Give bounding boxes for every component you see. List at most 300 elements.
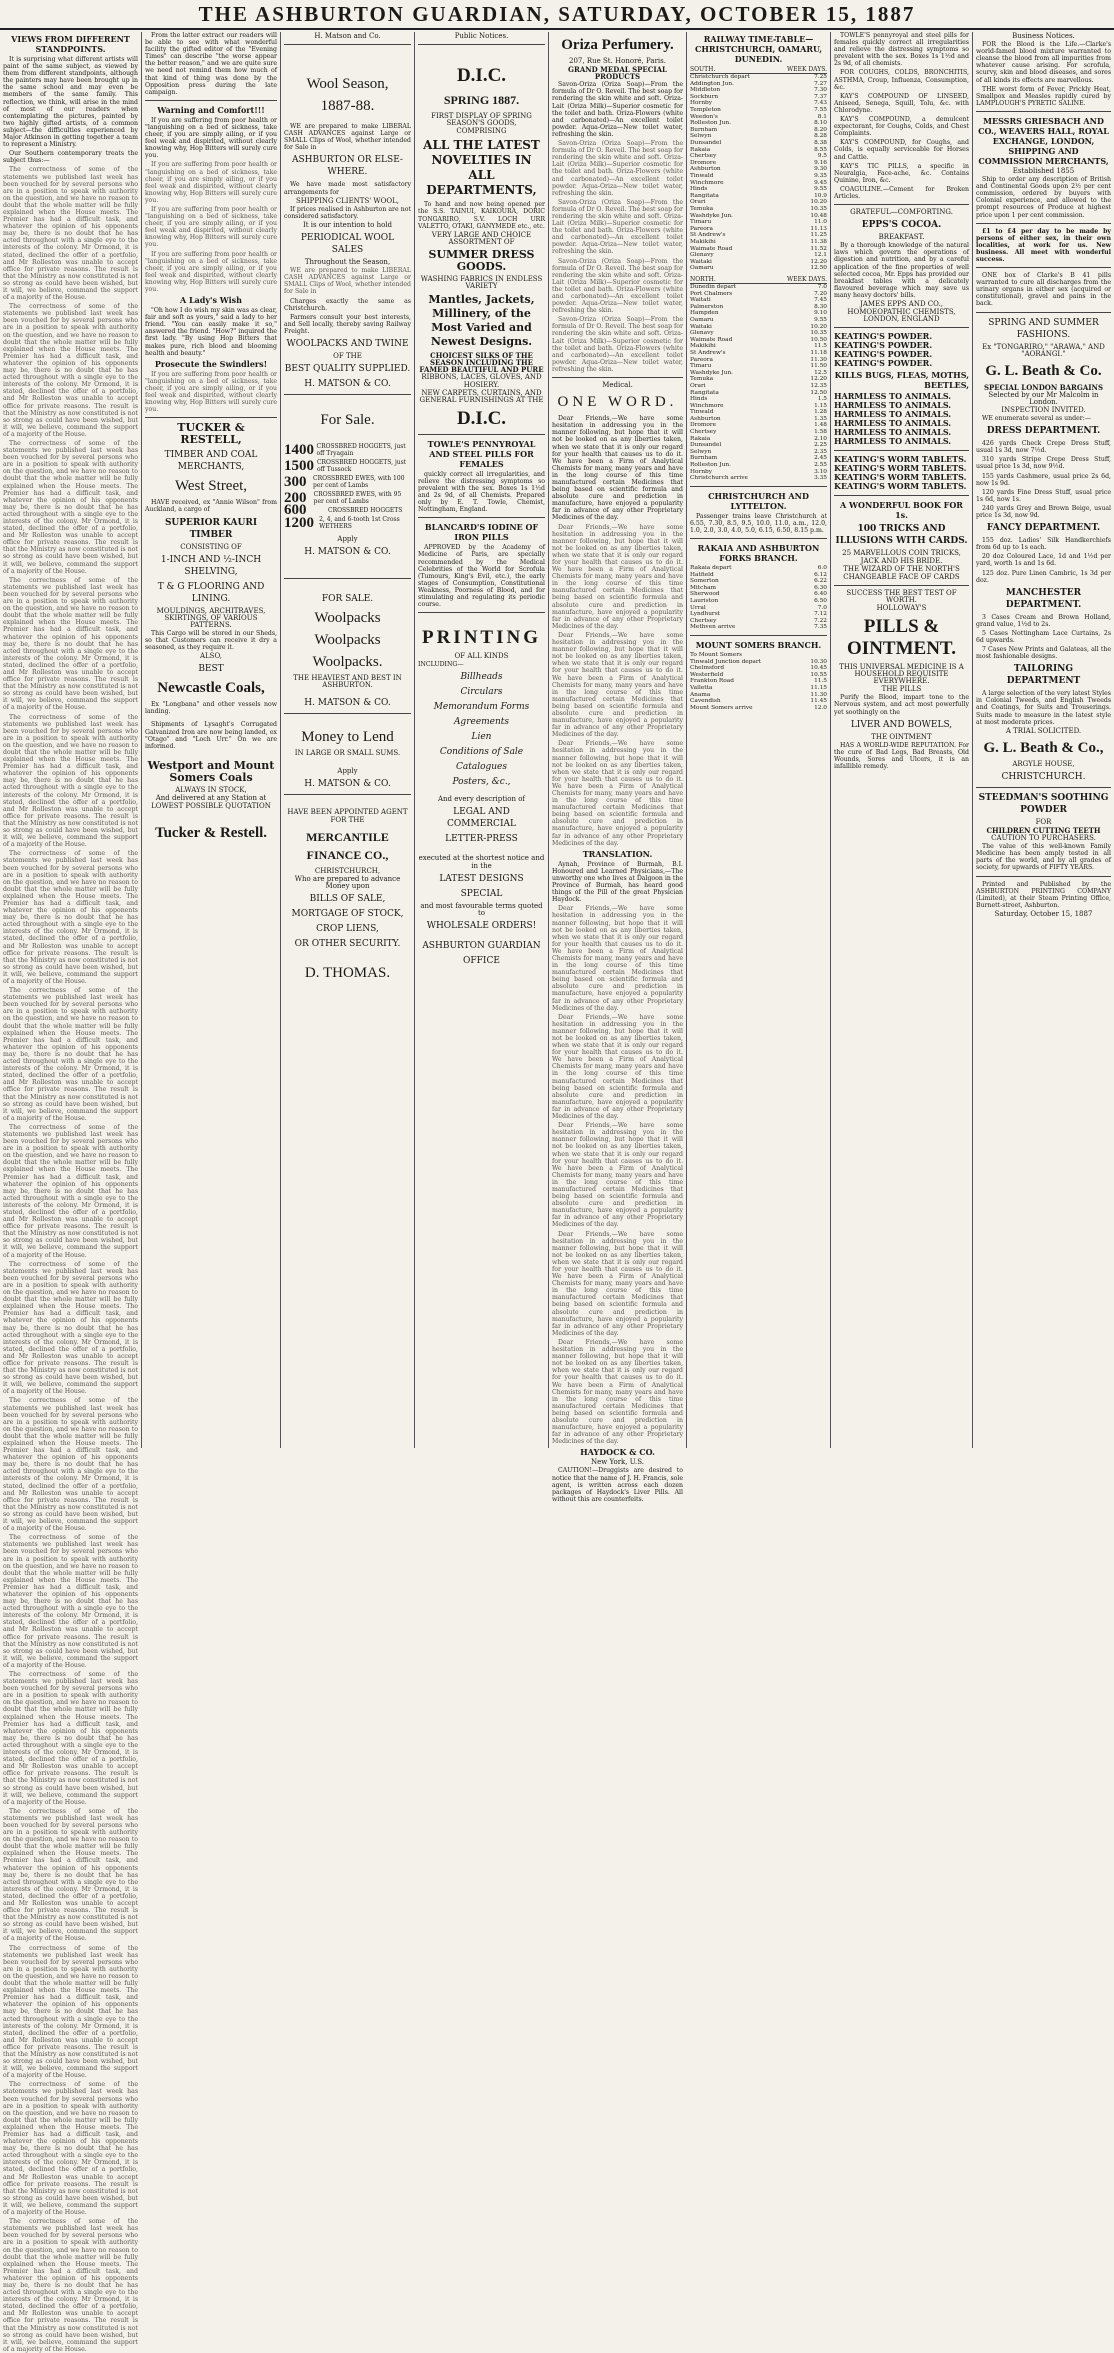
ad-line: COMPRISING: [456, 127, 507, 136]
ad-text: CAUTION!—Druggists are desired to notice that the name of J. H. Francis, sole agent, is written across each dozen packages of Haydock's Liver Pills. All without this are counterfeits.: [552, 1467, 683, 1503]
station-name: Hornby: [690, 100, 713, 107]
station-name: Temuka: [690, 205, 714, 212]
sale-quantity: 600: [284, 502, 307, 519]
train-time: 7.37: [814, 93, 827, 100]
station-name: Rakaia: [690, 435, 711, 442]
divider: [976, 787, 1111, 788]
station-name: Lauriston: [690, 598, 719, 605]
ad-line: FOR THE: [330, 815, 365, 824]
station-name: Christchurch arrive: [690, 475, 748, 482]
ad-text: If you are suffering from poor health or "languishing on a bed of sickness, take cheer, if you are simply ailing, or if you feel weak and dispirited, without clearly knowing why, Hop Bitters will surely cure you.: [145, 161, 277, 204]
keating-list: [834, 332, 969, 368]
ad-title: PILLS & OINTMENT.: [847, 615, 956, 659]
station-name: Chertsey: [690, 617, 717, 624]
ad-text: APPROVED by the Academy of Medicine of Paris, are specially recommended by the Medical Celebrities of the World for Scrofula (Tumours, King's Evil, etc.), the early stages of Consumption, Constitutional Weakness, Poorness of Blood, and for stimulating and regulating its periodic course.: [418, 544, 545, 609]
train-time: 7.43: [814, 100, 827, 107]
worm-tablet-line: KEATING'S WORM TABLETS.: [834, 472, 967, 483]
ad-line: 207, Rue St. Honoré, Paris.: [569, 57, 666, 65]
ad-line: SPECIAL LONDON BARGAINS: [983, 382, 1103, 392]
ad-text: The value of this well-known Family Medicine has been amply tested in all parts of the world, and by all grades of society, for upwards of FIFTY YEARS.: [976, 843, 1111, 872]
train-time: 10.35: [810, 330, 827, 337]
station-name: Anama: [690, 691, 711, 698]
train-time: 2.45: [814, 455, 827, 462]
column-1: [0, 32, 141, 2353]
train-time: 6.50: [814, 598, 827, 605]
timetable-row: [690, 624, 827, 631]
article-paragraph: The correctness of some of the statements we published last week has been vouched for by several persons who are in a position to speak with authority on the question, and we have no reason to doubt that the whole matter will be fully explained when the House meets. The Premier has had a difficult task, and whatever the opinion of his opponents may be, there is no doubt that he has acted throughout with a single eye to the interests of the colony. Mr Ormond, it is stated, declined the offer of a portfolio, and Mr Rolleston was unable to accept office for private reasons. The result is that the Ministry as now constituted is not so strong as could have been wished, but it will, we believe, command the support of a majority of the House.: [3, 987, 138, 1122]
divider: [834, 495, 969, 496]
ad-line: A TRIAL SOLICITED.: [1005, 726, 1082, 735]
timetable-heading: CHRISTCHURCH AND LYTTELTON.: [708, 490, 809, 511]
train-time: 7.12: [814, 611, 827, 618]
ad-text: To hand and now being opened per the S.S. TAINUI, KAIKOURA, DORIC TONGARIRO, S.V. LOCH URR VALETTO, OTAKI, GANYMEDE etc., etc.: [418, 201, 545, 230]
station-name: Glenavy: [690, 252, 714, 259]
station-name: Selwyn: [690, 448, 712, 455]
sale-row: [284, 459, 411, 473]
print-item: Billheads: [460, 672, 503, 683]
station-name: Timaru: [690, 363, 712, 370]
keating-line: KEATING'S POWDER.: [834, 340, 933, 351]
dress-item: 426 yards Check Crepe Dress Stuff, usual 1s 3d, now 7½d.: [976, 440, 1111, 455]
station-name: Middleton: [690, 87, 721, 94]
timetable-row: [690, 383, 827, 390]
ad-text: KAY'S COMPOUND, a demulcent expectorant, for Coughs, Colds, and Chest Complaints.: [834, 116, 969, 138]
train-time: 10.35: [810, 205, 827, 212]
ad-text: Aynah, Province of Burmah, B.I. Honoured and Learned Physicians,—The unworthy one who lives at Dalgoon in the Province of Burmah, has heard good things of the Pill of the great Physician Haydock.: [552, 860, 683, 904]
station-name: Methven arrive: [690, 624, 736, 631]
direction-label: SOUTH.: [690, 66, 716, 73]
station-name: Urral: [690, 604, 706, 611]
station-name: Hinds: [690, 186, 708, 193]
ad-heading: BLANCARD'S IODINE OF IRON PILLS: [424, 522, 539, 543]
station-name: Dunsandel: [690, 442, 722, 449]
ad-text: If you are suffering from poor health or "languishing on a bed of sickness, take cheer, if you are simply ailing, or if you feel weak and dispirited, without clearly knowing why, Hop Bitters will surely cure you.: [145, 205, 277, 249]
ad-line: 100 TRICKS AND ILLUSIONS WITH CARDS.: [835, 524, 968, 547]
timetable-row: [690, 605, 827, 612]
ad-text: Shipments of Lysaght's Corrugated Galvanized Iron are now being landed, ex "Otago" and "Loch Urr." On we are informed.: [145, 721, 277, 750]
signature: D. THOMAS.: [304, 965, 391, 982]
keating-line: KEATING'S POWDER.: [834, 349, 933, 360]
station-name: Dunsandel: [690, 140, 722, 147]
station-name: Sockburn: [690, 93, 719, 100]
ad-line: EPPS'S COCOA.: [861, 220, 942, 231]
timetable-row: [690, 239, 827, 246]
train-time: 7.25: [814, 74, 827, 81]
train-time: 9.16: [814, 159, 827, 166]
ad-text: quickly correct all irregularities, and relieve the distressing symptoms so prevalent with the sex. Boxes 1s 1½d and 2s 9d, of all Chemists. Prepared only by E. T. Towle, Chemist, Nottingham, England.: [418, 470, 545, 514]
ad-heading: HAYDOCK & CO.: [580, 1447, 655, 1458]
ad-line: THE PILLS: [881, 685, 922, 694]
timetable-row: [690, 226, 827, 233]
station-name: Christchurch depart: [690, 74, 750, 81]
train-time: 6.22: [814, 578, 827, 585]
print-item: Lien: [471, 732, 492, 743]
column-7: [831, 32, 972, 1448]
timetable-row: [690, 462, 827, 469]
article-paragraph: The correctness of some of the statements we published last week has been vouched for by several persons who are in a position to speak with authority on the question, and we have no reason to doubt that the whole matter will be fully explained when the House meets. The Premier has had a difficult task, and whatever the opinion of his opponents may be, there is no doubt that he has acted throughout with a single eye to the interests of the colony. Mr Ormond, it is stated, declined the offer of a portfolio, and Mr Rolleston was unable to accept office for private reasons. The result is that the Ministry as now constituted is not so strong as could have been wished, but it will, we believe, command the support of a majority of the House.: [3, 1944, 138, 2080]
timetable-row: [690, 698, 827, 705]
sale-description: CROSSBRED EWES, with 100 per cent of Lambs: [313, 475, 405, 490]
harmless-line: HARMLESS TO ANIMALS.: [834, 400, 952, 411]
timetable-row: [690, 153, 827, 160]
station-name: St Andrew's: [690, 232, 726, 239]
station-name: Chertsey: [690, 153, 717, 160]
article-paragraph: The correctness of some of the statements we published last week has been vouched for by several persons who are in a position to speak with authority on the question, and we have no reason to doubt that the whole matter will be fully explained when the House meets. The Premier has had a difficult task, and whatever the opinion of his opponents may be, there is no doubt that he has acted throughout with a single eye to the interests of the colony. Mr Ormond, it is stated, declined the offer of a portfolio, and Mr Rolleston was unable to accept office for private reasons. The result is that the Ministry as now constituted is not so strong as could have been wished, but it will, we believe, command the support of a majority of the House.: [3, 576, 138, 712]
ad-text: FOR the Blood is the Life.—Clarke's world-famed blood mixture warranted to cleanse the blood from all impurities from whatever cause arising. For scrofula, scurvy, skin and blood diseases, and sores of all kinds its effects are marvellous.: [976, 41, 1111, 84]
column-4: [415, 32, 548, 1448]
article-paragraph: The correctness of some of the statements we published last week has been vouched for by several persons who are in a position to speak with authority on the question, and we have no reason to doubt that the whole matter will be fully explained when the House meets. The Premier has had a difficult task, and whatever the opinion of his opponents may be, there is no doubt that he has acted throughout with a single eye to the interests of the colony. Mr Ormond, it is stated, declined the offer of a portfolio, and Mr Rolleston was unable to accept office for private reasons. The result is that the Ministry as now constituted is not so strong as could have been wished, but it will, we believe, command the support of a majority of the House.: [3, 1260, 138, 1396]
train-time: 12.20: [810, 258, 827, 265]
train-time: 11.13: [810, 225, 827, 232]
ad-line: GRAND MEDAL SPECIAL PRODUCTS: [568, 65, 667, 82]
column-2: [142, 32, 280, 1448]
station-name: Oamaru: [690, 265, 714, 272]
station-name: Waimate Road: [690, 245, 733, 252]
train-time: 1.28: [814, 409, 827, 416]
print-item: Memorandum Forms: [433, 702, 530, 713]
ad-line: JAMES EPPS AND CO.,: [860, 300, 943, 308]
ad-line: HOLLOWAY'S: [876, 603, 927, 612]
train-time: 10.30: [810, 658, 827, 665]
timetable-row: [690, 284, 827, 291]
ad-title: Money to Lend: [301, 729, 394, 746]
ad-line: GRATEFUL—COMFORTING.: [850, 208, 953, 217]
ad-text: Purify the Blood, impart tone to the Nervous system, and act most powerfully yet soothingly on the: [834, 694, 969, 716]
timetable-heading: MOUNT SOMERS BRANCH.: [695, 640, 822, 651]
train-time: 10.48: [810, 212, 827, 219]
article-heading: VIEWS FROM DIFFERENT STANDPOINTS.: [11, 34, 130, 54]
timetable-row: [690, 409, 827, 416]
article-paragraph: The correctness of some of the statements we published last week has been vouched for by several persons who are in a position to speak with authority on the question, and we have no reason to doubt that the whole matter will be fully explained when the House meets. The Premier has had a difficult task, and whatever the opinion of his opponents may be, there is no doubt that he has acted throughout with a single eye to the interests of the colony. Mr Ormond, it is stated, declined the offer of a portfolio, and Mr Rolleston was unable to accept office for private reasons. The result is that the Ministry as now constituted is not so strong as could have been wished, but it will, we believe, command the support of a majority of the House.: [3, 439, 138, 575]
ad-line: New York, U.S.: [590, 1458, 644, 1467]
train-time: 6.0: [817, 565, 827, 572]
sale-description: CROSSBRED HOGGETS, just off Tussock: [316, 459, 407, 474]
timetable-row: [690, 265, 827, 272]
ad-text: KAY'S COMPOUND OF LINSEED, Aniseed, Senega, Squill, Tolu, &c. with Chlorodyne.: [834, 92, 969, 114]
ad-text: We have made most satisfactory arrangements for: [284, 181, 411, 196]
timetable-row: [690, 672, 827, 679]
train-time: 8.1: [817, 113, 827, 120]
sale-row: [284, 516, 411, 530]
station-name: Hampden: [690, 310, 719, 317]
ad-title: Oriza Perfumery.: [561, 37, 674, 53]
timetable-mount: [690, 652, 827, 711]
train-time: 11.30: [810, 356, 827, 363]
timetable-row: [690, 94, 827, 101]
train-time: 1.5: [817, 396, 827, 403]
timetable-row: [690, 611, 827, 618]
article-paragraph: The correctness of some of the statements we published last week has been vouched for by several persons who are in a position to speak with authority on the question, and we have no reason to doubt that the whole matter will be fully explained when the House meets. The Premier has had a difficult task, and whatever the opinion of his opponents may be, there is no doubt that he has acted throughout with a single eye to the interests of the colony. Mr Ormond, it is stated, declined the offer of a portfolio, and Mr Rolleston was unable to accept office for private reasons. The result is that the Ministry as now constituted is not so strong as could have been wished, but it will, we believe, command the support of a majority of the House.: [3, 303, 138, 438]
ad-title: D.I.C.: [456, 65, 507, 87]
ad-heading: Prosecute the Swindlers!: [154, 358, 268, 369]
worm-tablet-line: KEATING'S WORM TABLETS.: [834, 463, 967, 474]
train-time: 7.55: [814, 107, 827, 114]
ad-line: LIVER AND BOWELS,: [850, 719, 953, 730]
train-time: 8.28: [814, 133, 827, 140]
train-time: 11.15: [810, 685, 827, 691]
ad-line: THE OINTMENT: [871, 732, 932, 741]
station-name: Hinds: [690, 396, 708, 403]
timetable-row: [690, 252, 827, 259]
ad-heading: TOWLE'S PENNYROYAL AND STEEL PILLS FOR FEMALES: [427, 438, 536, 469]
station-name: Burnham: [690, 455, 718, 462]
advertiser-name: TUCKER & RESTELL,: [177, 421, 245, 447]
article-paragraph: The correctness of some of the statements we published last week has been vouched for by several persons who are in a position to speak with authority on the question, and we have no reason to doubt that the whole matter will be fully explained when the House meets. The Premier has had a difficult task, and whatever the opinion of his opponents may be, there is no doubt that he has acted throughout with a single eye to the interests of the colony. Mr Ormond, it is stated, declined the offer of a portfolio, and Mr Rolleston was unable to accept office for private reasons. The result is that the Ministry as now constituted is not so strong as could have been wished, but it will, we believe, command the support of a majority of the House.: [3, 1807, 138, 1943]
station-name: Washdyke Jun.: [690, 369, 734, 376]
ad-text: By a thorough knowledge of the natural laws which govern the operations of digestion and nutrition, and by a careful application of the fine properties of well selected cocoa, Mr. Epps has provided our breakfast tables with a delicately flavoured beverage which may save us many heavy doctors' bills.: [834, 242, 969, 299]
ad-heading: MESSRS GRIESBACH AND CO., WEAVERS HALL, ROYAL EXCHANGE, LONDON, SHIPPING AND COMMISSION MERCHANTS,: [978, 115, 1109, 166]
station-name: Chelmsford: [690, 665, 725, 672]
ad-line: and most favourable terms quoted to: [420, 901, 543, 917]
ad-line: CHOICEST SILKS OF THE SEASON INCLUDING THE FAMED BEAUTIFUL AND PURE: [419, 351, 544, 375]
ad-text: WE are prepared to make LIBERAL CASH ADVANCES against Large or SMALL Clips of Wool, whether intended for Sale in: [284, 267, 411, 296]
ad-text: A large selection of the very latest Styles in Colonial Tweeds, and English Tweeds and Coatings, for Suits and Trouserings. Suits made to measure in the latest style at most moderate prices.: [976, 690, 1111, 726]
ad-line: LEGAL AND COMMERCIAL: [447, 807, 516, 830]
ad-line: Established 1855: [1012, 166, 1075, 175]
ad-title: Woolpacks: [314, 632, 381, 649]
timetable-row: [690, 330, 827, 337]
train-time: 9.10: [814, 310, 827, 317]
ad-line: OF ALL KINDS: [454, 652, 509, 661]
train-time: 7.20: [814, 290, 827, 297]
train-time: 10.55: [810, 671, 827, 678]
timetable-row: [690, 324, 827, 331]
ad-line: CHILDREN CUTTING TEETH: [986, 826, 1101, 835]
divider: [834, 204, 969, 205]
station-name: Orari: [690, 382, 706, 389]
station-name: Winchmore: [690, 179, 724, 186]
timetable-row: [690, 618, 827, 625]
section-label: Medical.: [602, 381, 633, 390]
ad-text: KAY'S COMPOUND, for Coughs, and Colds, is equally serviceable for Horses and Cattle.: [834, 139, 969, 161]
manchester-item: 7 Cases New Prints and Galateas, all the most fashionable designs.: [976, 646, 1111, 661]
timetable-row: [690, 100, 827, 107]
ad-line: OR OTHER SECURITY.: [294, 939, 401, 950]
harmless-line: HARMLESS TO ANIMALS.: [834, 427, 952, 438]
station-name: Waimate Road: [690, 336, 733, 343]
divider: [418, 434, 545, 435]
ad-text: ONE box of Clarke's B 41 pills warranted to cure all discharges from the urinary organs in either sex (acquired or constitutional), gravel and pains in the back.: [976, 272, 1111, 308]
ad-line: BEST: [198, 664, 224, 675]
ad-text: Dear Friends,—We have some hesitation in addressing you in the manner following, but hope that it will not be looked on as any liberties taken, when we state that it is only our regard for your health that causes us to do it. We have been a Firm of Analytical Chemists for many, many years and have in the long course of this time manufactured certain Medicines that being based on scientific formula and absolute cure and prediction in manufacture, have enjoyed a popularity far in advance of any other Proprietary Medicines of the day.: [552, 1230, 683, 1337]
ad-line: OFFICE: [463, 955, 500, 966]
divider: [284, 794, 411, 795]
timetable-row: [690, 422, 827, 429]
station-name: Hatfield: [690, 571, 714, 578]
divider: [418, 612, 545, 613]
ad-line: DRESS DEPARTMENT.: [986, 426, 1101, 437]
station-name: Ashburton: [690, 415, 721, 422]
column-8: [973, 32, 1114, 1448]
train-time: 8.55: [814, 146, 827, 153]
ad-line: Apply: [337, 535, 358, 544]
section-label: H. Matson and Co.: [314, 32, 381, 40]
timetable-row: [690, 350, 827, 357]
ad-line: MOULDINGS, ARCHITRAVES, SKIRTINGS, OF VARIOUS PATTERNS.: [156, 606, 266, 629]
timetable-row: [690, 317, 827, 324]
station-name: Dunedin depart: [690, 284, 737, 290]
ad-title: G. L. Beath & Co.: [985, 362, 1102, 379]
ad-line: 25 MARVELLOUS COIN TRICKS,: [842, 549, 961, 558]
sale-description: CROSSBRED HOGGETS, just off Tryagain: [316, 443, 406, 458]
divider: [976, 111, 1111, 112]
timetable-row: [690, 232, 827, 239]
article-paragraph: The correctness of some of the statements we published last week has been vouched for by several persons who are in a position to speak with authority on the question, and we have no reason to doubt that the whole matter will be fully explained when the House meets. The Premier has had a difficult task, and whatever the opinion of his opponents may be, there is no doubt that he has acted throughout with a single eye to the interests of the colony. Mr Ormond, it is stated, declined the offer of a portfolio, and Mr Rolleston was unable to accept office for private reasons. The result is that the Ministry as now constituted is not so strong as could have been wished, but it will, we believe, command the support of a majority of the House.: [3, 1534, 138, 1669]
ad-title: For Sale.: [320, 412, 375, 429]
train-time: 7.30: [814, 87, 827, 94]
print-item: Agreements: [453, 717, 510, 728]
divider: [145, 417, 277, 418]
ad-text: Savon-Oriza (Oriza Soap)—From the formula of Dr O. Reveil. The best soap for rendering the skin white and soft. Oriza-Lait (Oriza Milk)—Superior cosmetic for the toilet and bath. Oriza-Flowers (white and carbonated)—An excellent toilet powder. Aqua-Oriza—New toilet water, refreshing the skin.: [552, 81, 683, 138]
station-name: Tinwald: [690, 173, 714, 179]
train-time: 10.45: [810, 665, 827, 672]
dress-item: 155 yards Cashmere, usual price 2s 6d, now 1s 9d.: [976, 472, 1111, 487]
timetable-text: Passenger trains leave Christchurch at 6.55, 7.30, 8.5, 9.5, 10.0, 11.0, a.m., 12.0, 1.0, 2.0, 3.0, 4.0, 5.0, 6.15, 6.50, 8.15 p.m.: [690, 512, 827, 534]
fancy-list: [976, 537, 1111, 584]
timetable-header: [690, 276, 827, 284]
train-time: 2.35: [814, 448, 827, 455]
print-item: Catalogues: [455, 762, 508, 773]
timetable-row: [690, 114, 827, 121]
ad-line: CROP LIENS,: [316, 924, 379, 935]
timetable-row: [690, 219, 827, 226]
ad-line: ASHBURTON GUARDIAN: [422, 940, 541, 951]
article-paragraph: The correctness of some of the statements we published last week has been vouched for by several persons who are in a position to speak with authority on the question, and we have no reason to doubt that the whole matter will be fully explained when the House meets. The Premier has had a difficult task, and whatever the opinion of his opponents may be, there is no doubt that he has acted throughout with a single eye to the interests of the colony. Mr Ormond, it is stated, declined the offer of a portfolio, and Mr Rolleston was unable to accept office for private reasons. The result is that the Ministry as now constituted is not so strong as could have been wished, but it will, we believe, command the support of a majority of the House.: [3, 1397, 138, 1533]
station-name: Palmerston: [690, 303, 724, 310]
sale-quantity: 1500: [284, 457, 314, 474]
sale-quantity: 200: [284, 489, 307, 506]
article-paragraph: The correctness of some of the statements we published last week has been vouched for by several persons who are in a position to speak with authority on the question, and we have no reason to doubt that the whole matter will be fully explained when the House meets. The Premier has had a difficult task, and whatever the opinion of his opponents may be, there is no doubt that he has acted throughout with a single eye to the interests of the colony. Mr Ormond, it is stated, declined the offer of a portfolio, and Mr Rolleston was unable to accept office for private reasons. The result is that the Ministry as now constituted is not so strong as could have been wished, but it will, we believe, command the support of a majority of the House.: [3, 850, 138, 985]
station-name: Timaru: [690, 219, 712, 226]
ad-text: Dear Friends,—We have some hesitation in addressing you in the manner following, but hope that it will not be looked on as any liberties taken, when we state that it is only our regard for your health that causes us to do it. We have been a Firm of Analytical Chemists for many, many years and have in the long course of this time manufactured certain Medicines that being based on scientific formula and absolute cure and prediction in manufacture, have enjoyed a popularity far in advance of any other Proprietary Medicines of the day.: [552, 1122, 683, 1229]
timetable-row: [690, 390, 827, 397]
ad-line: KILLS BUGS, FLEAS, MOTHS, BEETLES,: [834, 370, 969, 391]
ad-text: If you are suffering from poor health or "languishing on a bed of sickness, take cheer, if you are simply ailing, or if you feel weak and dispirited, without clearly knowing why, Hop Bitters will surely cure you.: [145, 116, 277, 160]
ad-line: SPRING AND SUMMER FASHIONS.: [988, 317, 1099, 340]
train-time: 8.10: [814, 120, 827, 127]
ad-line: Who are prepared to advance Money upon: [294, 874, 401, 890]
train-time: 6.30: [814, 584, 827, 591]
train-time: 7.35: [814, 624, 827, 631]
ad-text: Farmers consult your best interests, and Sell locally, thereby saving Railway Freight.: [284, 313, 411, 335]
ad-line: FOR SALE.: [321, 594, 374, 605]
train-time: 1.58: [814, 429, 827, 436]
timetable-south: [690, 74, 827, 272]
timetable-row: [690, 442, 827, 449]
ad-title: PRINTING: [421, 627, 541, 649]
timetable-header: [690, 66, 827, 74]
station-name: Winchmore: [690, 402, 724, 409]
timetable-row: [690, 87, 827, 94]
ad-text: "Oh how I do wish my skin was as clear, fair and soft as yours," said a lady to her friend. "You can easily make it so," answered the friend. "How?" inquired the first lady. "By using Hop Bitters that makes pure, rich blood and blooming health and beauty.": [145, 307, 277, 357]
ad-text: Dear Friends,—We have some hesitation in addressing you in the manner following, but hope that it will not be looked on as any liberties taken, when we state that it is only our regard for your health that causes us to do it. We have been a Firm of Analytical Chemists for many, many years and have in the long course of this time manufactured certain Medicines that being based on scientific formula and absolute cure and prediction in manufacture, have enjoyed a popularity far in advance of any other Proprietary Medicines of the day.: [552, 415, 683, 522]
ad-text: Dear Friends,—We have some hesitation in addressing you in the manner following, but hope that it will not be looked on as any liberties taken, when we state that it is only our regard for your health that causes us to do it. We have been a Firm of Analytical Chemists for many, many years and have in the long course of this time manufactured certain Medicines that being based on scientific formula and absolute cure and prediction in manufacture, have enjoyed a popularity far in advance of any other Proprietary Medicines of the day.: [552, 1338, 683, 1446]
ad-text: HAS A WORLD-WIDE REPUTATION. For the cure of Bad Legs, Bad Breasts, Old Wounds, Sores and Ulcers, it is an infallible remedy.: [834, 741, 969, 770]
timetable-row: [690, 436, 827, 443]
ad-title: SPRING 1887.: [443, 93, 520, 108]
ad-line: ALL THE LATEST NOVELTIES IN ALL DEPARTMENTS,: [423, 138, 540, 198]
sale-row: [284, 475, 411, 489]
train-time: 11.25: [810, 232, 827, 239]
station-name: Waitaki: [690, 258, 712, 265]
ad-text: KAY'S TIC PILLS, a specific in Neuralgia, Face-ache, &c. Contains Quinine, Iron, &c.: [834, 162, 969, 184]
timetable-row: [690, 127, 827, 134]
train-time: 11.50: [810, 363, 827, 370]
timetable-heading: RAILWAY TIME-TABLE—CHRISTCHURCH, OAMARU, DUNEDIN.: [694, 34, 822, 64]
harmless-line: HARMLESS TO ANIMALS.: [834, 391, 952, 402]
dress-item: 310 yards Stripe Crepe Dress Stuff, usual price 1s 3d, now 9½d.: [976, 456, 1111, 471]
station-name: Ashburton: [690, 166, 721, 173]
ad-text: Dear Friends,—We have some hesitation in addressing you in the manner following, but hope that it will not be looked on as any liberties taken, when we state that it is only our regard for your health that causes us to do it. We have been a Firm of Analytical Chemists for many, many years and have in the long course of this time manufactured certain Medicines that being based on scientific formula and absolute cure and prediction in manufacture, have enjoyed a popularity far in advance of any other Proprietary Medicines of the day.: [552, 905, 683, 1012]
ad-line: T & G FLOORING AND LINING.: [157, 581, 265, 604]
ad-line: THIS UNIVERSAL MEDICINE IS A HOUSEHOLD REQUISITE EVERYWHERE.: [839, 662, 964, 686]
ad-line: CONSISTING OF: [180, 542, 242, 551]
timetable-row: [690, 337, 827, 344]
ad-text: If you are suffering from poor health or "languishing on a bed of sickness, take cheer, if you are simply ailing, or if you feel weak and dispirited, without clearly knowing why, Hop Bitters will surely cure you.: [145, 250, 277, 293]
sale-row: [284, 443, 411, 457]
train-time: 7.27: [814, 80, 827, 87]
ad-line: Newcastle Coals,: [157, 680, 265, 697]
ad-title: Woolpacks: [314, 610, 381, 627]
station-name: Rangitata: [690, 389, 719, 396]
article-paragraph: The correctness of some of the statements we published last week has been vouched for by several persons who are in a position to speak with authority on the question, and we have no reason to doubt that the whole matter will be fully explained when the House meets. The Premier has had a difficult task, and whatever the opinion of his opponents may be, there is no doubt that he has acted throughout with a single eye to the interests of the colony. Mr Ormond, it is stated, declined the offer of a portfolio, and Mr Rolleston was unable to accept office for private reasons. The result is that the Ministry as now constituted is not so strong as could have been wished, but it will, we believe, command the support of a majority of the House.: [3, 713, 138, 849]
train-time: 9.35: [814, 173, 827, 179]
timetable-row: [690, 376, 827, 383]
divider: [552, 377, 683, 378]
station-name: To Mount Somers: [690, 652, 742, 659]
timetable-row: [690, 678, 827, 685]
sale-description: CROSSBRED EWES, with 95 per cent of Lambs: [313, 491, 402, 506]
manchester-list: [976, 614, 1111, 661]
sale-description: 2, 4, and 6-tooth 1st Cross WETHERS: [319, 516, 400, 531]
ad-line: TAILORING DEPARTMENT: [1006, 664, 1081, 687]
ad-text: Dear Friends,—We have some hesitation in addressing you in the manner following, but hope that it will not be looked on as any liberties taken, when we state that it is only our regard for your health that causes us to do it. We have been a Firm of Analytical Chemists for many, many years and have in the long course of this time manufactured certain Medicines that being based on scientific formula and absolute cure and prediction in manufacture, have enjoyed a popularity far in advance of any other Proprietary Medicines of the day.: [552, 1013, 683, 1121]
ad-line: BILLS OF SALE,: [309, 894, 386, 905]
article-paragraph: The correctness of some of the statements we published last week has been vouched for by several persons who are in a position to speak with authority on the question, and we have no reason to doubt that the whole matter will be fully explained when the House meets. The Premier has had a difficult task, and whatever the opinion of his opponents may be, there is no doubt that he has acted throughout with a single eye to the interests of the colony. Mr Ormond, it is stated, declined the offer of a portfolio, and Mr Rolleston was unable to accept office for private reasons. The result is that the Ministry as now constituted is not so strong as could have been wished, but it will, we believe, command the support of a majority of the House.: [3, 2218, 138, 2353]
ad-heading: Warning and Comfort!!!: [157, 104, 265, 115]
timetable-row: [690, 81, 827, 88]
ad-line: FOR: [1035, 817, 1052, 826]
ad-line: Selected by our Mr Malcolm in London.: [988, 390, 1099, 406]
article-paragraph: The correctness of some of the statements we published last week has been vouched for by several persons who are in a position to speak with authority on the question, and we have no reason to doubt that the whole matter will be fully explained when the House meets. The Premier has had a difficult task, and whatever the opinion of his opponents may be, there is no doubt that he has acted throughout with a single eye to the interests of the colony. Mr Ormond, it is stated, declined the offer of a portfolio, and Mr Rolleston was unable to accept office for private reasons. The result is that the Ministry as now constituted is not so strong as could have been wished, but it will, we believe, command the support of a majority of the House.: [3, 166, 138, 302]
ad-line: ALWAYS IN STOCK,: [175, 785, 247, 794]
direction-label: NORTH.: [690, 275, 716, 283]
timetable-row: [690, 199, 827, 206]
station-name: Frankton Road: [690, 678, 734, 685]
timetable-row: [690, 310, 827, 317]
ad-line: HOMOEOPATHIC CHEMISTS, LONDON, ENGLAND: [847, 308, 956, 324]
ad-line: THE WIZARD OF THE NORTH'S CHANGEABLE FACE OF CARDS: [843, 565, 960, 581]
ad-line: HAVE BEEN APPOINTED AGENT: [287, 807, 408, 816]
ad-line: It is our intention to hold: [302, 220, 393, 229]
timetable-row: [690, 455, 827, 462]
station-name: Glenavy: [690, 330, 714, 337]
ad-line: Westport and Mount Somers Coals: [147, 758, 275, 784]
train-time: 11.5: [814, 343, 827, 350]
train-time: 9.30: [814, 166, 827, 173]
ad-line: MORTGAGE OF STOCK,: [291, 909, 404, 920]
train-time: 9.45: [814, 179, 827, 186]
station-name: Sherwood: [690, 591, 720, 598]
timetable-row: [690, 685, 827, 692]
train-time: 6.40: [814, 591, 827, 598]
train-time: 10.50: [810, 336, 827, 343]
timetable-row: [690, 120, 827, 127]
ad-heading: A Lady's Wish: [180, 295, 242, 306]
keating-line: KEATING'S POWDER.: [834, 331, 933, 342]
section-label: Public Notices.: [454, 32, 509, 40]
timetable-row: [690, 74, 827, 81]
